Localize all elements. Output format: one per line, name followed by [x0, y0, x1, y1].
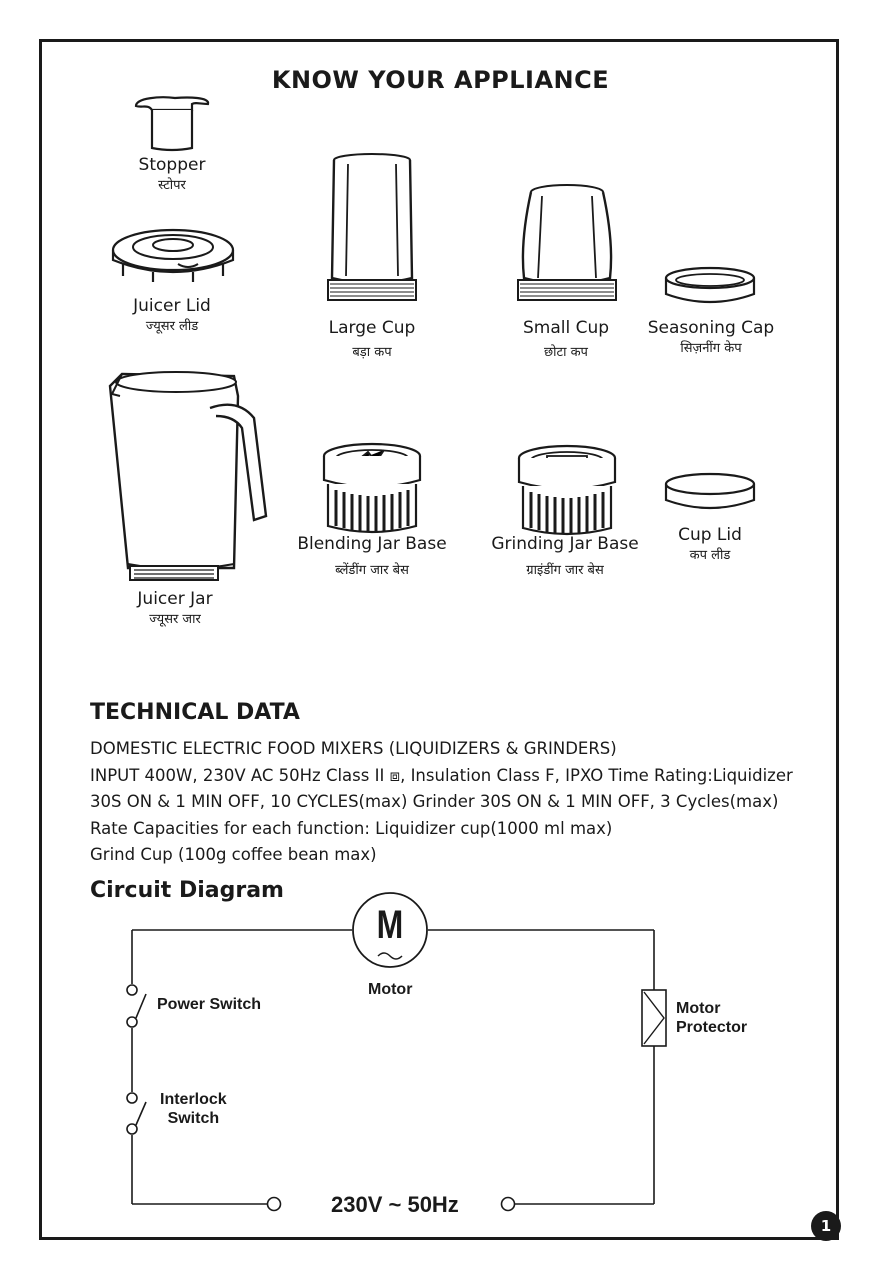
motor-protector-symbol: [642, 990, 666, 1046]
blending-base-name: Blending Jar Base: [297, 534, 447, 554]
small-cup-name-hindi: छोटा कप: [544, 345, 588, 360]
juicer-lid-name-hindi: ज्यूसर लीड: [145, 319, 199, 334]
technical-line: Grind Cup (100g coffee bean max): [90, 845, 377, 864]
technical-line: INPUT 400W, 230V AC 50Hz Class II ⧈, Insulation Class F, IPXO Time Rating:Liquidizer: [90, 765, 793, 785]
interlock-switch-blade: [136, 1102, 146, 1125]
grinding-base-name: Grinding Jar Base: [491, 534, 639, 554]
motor-symbol: M: [376, 903, 404, 947]
supply-terminal-right: [502, 1198, 515, 1211]
interlock-switch-line2: Switch: [167, 1110, 220, 1127]
circuit-heading: Circuit Diagram: [90, 878, 284, 903]
juicer-jar-name: Juicer Jar: [137, 589, 213, 609]
power-switch-blade: [136, 994, 146, 1018]
page-title: KNOW YOUR APPLIANCE: [271, 66, 610, 94]
supply-terminal-left: [268, 1198, 281, 1211]
juicer-lid-name: Juicer Lid: [133, 296, 211, 316]
interlock-switch-terminal: [127, 1124, 137, 1134]
power-switch-label: Power Switch: [157, 996, 262, 1013]
cup-lid-name-hindi: कप लीड: [689, 548, 731, 563]
juicer-jar-name-hindi: ज्यूसर जार: [149, 612, 201, 627]
interlock-switch-terminal: [127, 1093, 137, 1103]
technical-heading: TECHNICAL DATA: [90, 700, 300, 725]
blending-base-name-hindi: ब्लेंडींग जार बेस: [335, 563, 409, 578]
small-cup-name: Small Cup: [522, 318, 610, 338]
technical-line: 30S ON & 1 MIN OFF, 10 CYCLES(max) Grinder 30S ON & 1 MIN OFF, 3 Cycles(max): [90, 792, 779, 811]
motor-protector-line2: Protector: [676, 1019, 748, 1036]
seasoning-cap-name-hindi: सिज़नींग केप: [680, 341, 742, 356]
interlock-switch-label: [160, 1090, 227, 1128]
motor-protector-label: [676, 999, 747, 1037]
large-cup-name: Large Cup: [328, 318, 416, 338]
motor-protector-line1: Motor: [676, 1000, 721, 1017]
technical-line: Rate Capacities for each function: Liquidizer cup(1000 ml max): [90, 818, 613, 838]
power-switch-terminal: [127, 1017, 137, 1027]
stopper-name-hindi: स्टोपर: [158, 178, 186, 193]
large-cup-name-hindi: बड़ा कप: [352, 345, 392, 360]
motor-label: Motor: [368, 981, 413, 998]
seasoning-cap-name: Seasoning Cap: [647, 318, 775, 338]
page-number: 1: [811, 1211, 841, 1241]
supply-voltage-label: 230V ~ 50Hz: [331, 1192, 459, 1217]
interlock-switch-line1: Interlock: [160, 1091, 227, 1108]
stopper-name: Stopper: [138, 155, 206, 175]
cup-lid-name: Cup Lid: [678, 525, 742, 545]
technical-line: DOMESTIC ELECTRIC FOOD MIXERS (LIQUIDIZERS & GRINDERS): [90, 739, 617, 758]
grinding-base-name-hindi: ग्राइंडींग जार बेस: [526, 563, 604, 578]
power-switch-terminal: [127, 985, 137, 995]
